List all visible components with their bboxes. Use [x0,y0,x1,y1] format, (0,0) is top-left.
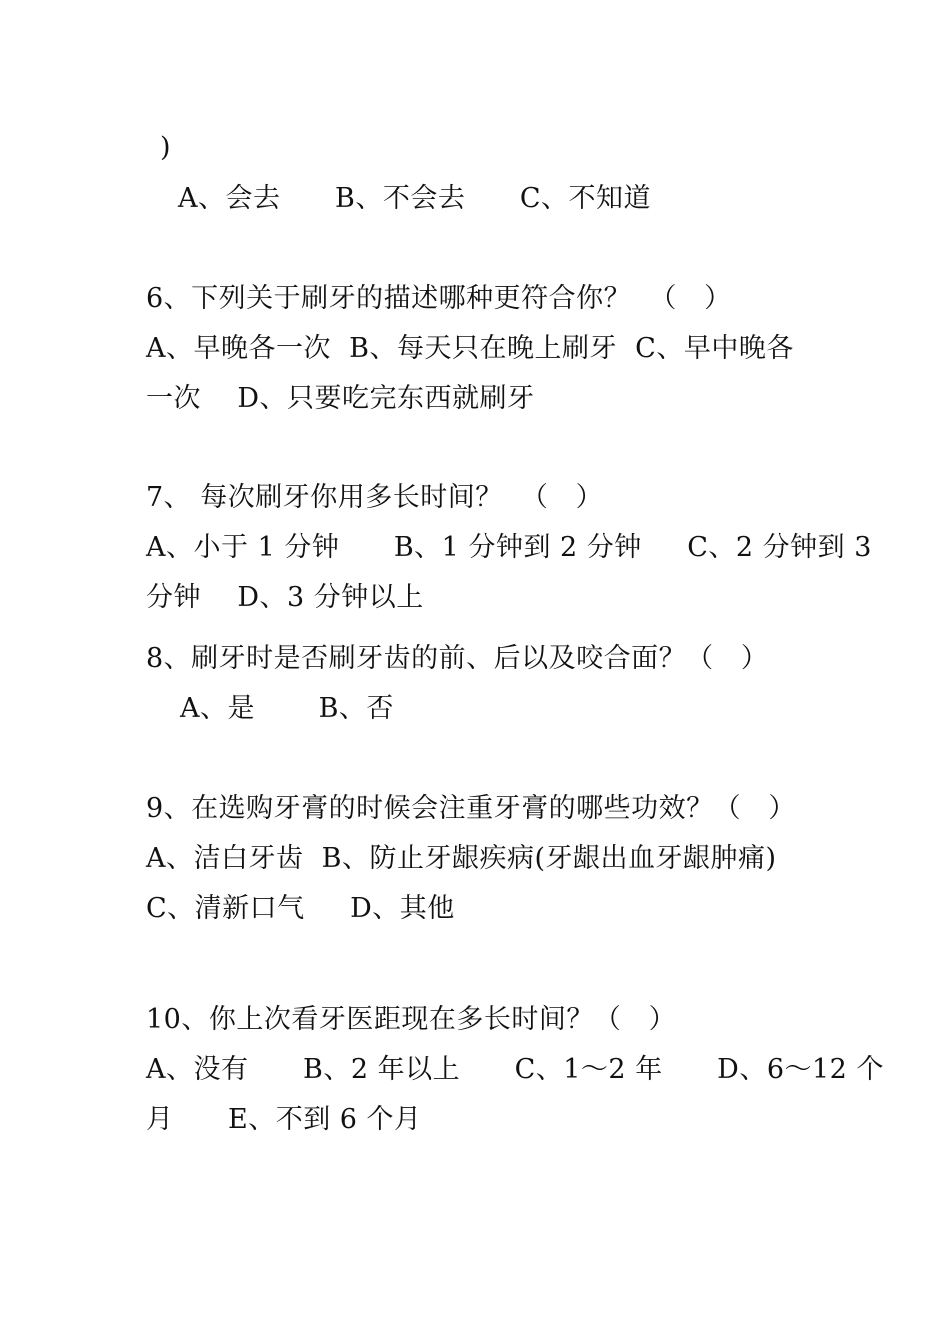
q10-question: 10、你上次看牙医距现在多长时间？（ ） [146,1004,677,1035]
q9-options-line-1: A、洁白牙齿 B、防止牙龈疾病(牙龈出血牙龈肿痛) [146,843,777,874]
q8-options: A、是 B、否 [180,693,394,724]
q9-question: 9、在选购牙膏的时候会注重牙膏的哪些功效？（ ） [146,793,796,824]
q8-question: 8、刷牙时是否刷牙齿的前、后以及咬合面？（ ） [146,643,769,674]
q5-options: A、会去 B、不会去 C、不知道 [178,183,651,214]
q9-options-line-2: C、清新口气 D、其他 [146,893,455,924]
q7-question: 7、 每次刷牙你用多长时间？ （ ） [146,482,604,513]
q10-options-line-2: 月 E、不到 6 个月 [146,1104,422,1135]
q6-options-line-1: A、早晚各一次 B、每天只在晚上刷牙 C、早中晚各 [146,333,794,364]
q5-closing-paren: ) [160,132,172,163]
q7-options-line-2: 分钟 D、3 分钟以上 [146,582,424,613]
q7-options-line-1: A、小于 1 分钟 B、1 分钟到 2 分钟 C、2 分钟到 3 [146,532,872,563]
q6-options-line-2: 一次 D、只要吃完东西就刷牙 [146,383,535,414]
q6-question: 6、下列关于刷牙的描述哪种更符合你？ （ ） [146,283,732,314]
q10-options-line-1: A、没有 B、2 年以上 C、1～2 年 D、6～12 个 [146,1054,884,1085]
